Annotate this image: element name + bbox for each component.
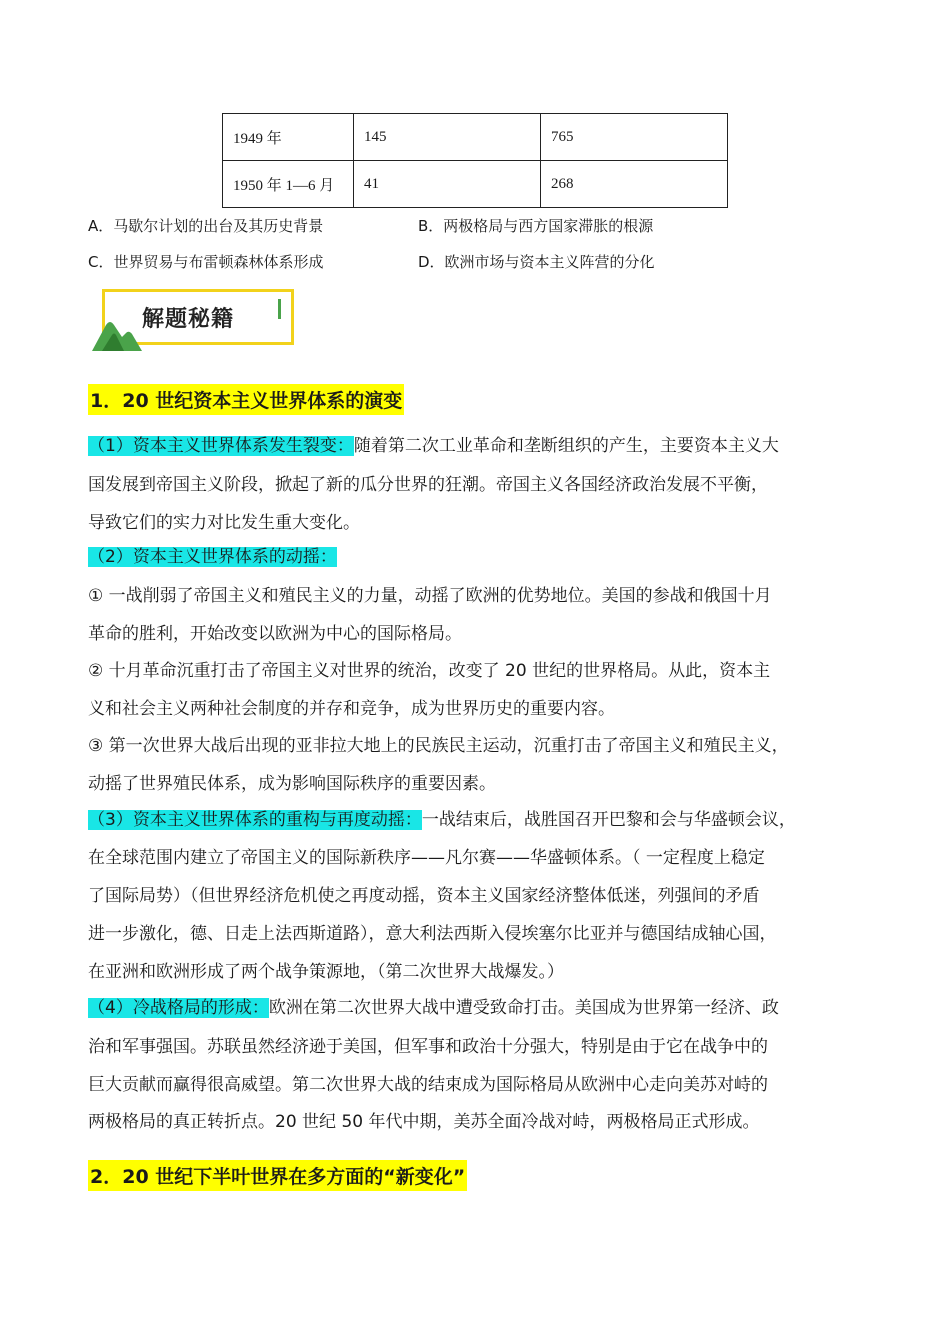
section-1-title: 1．20 世纪资本主义世界体系的演变 [88,384,404,415]
paragraph-3-line: 在亚洲和欧洲形成了两个战争策源地，（第二次世界大战爆发。） [88,962,564,982]
paragraph-3-line: 了国际局势）（但世界经济危机使之再度动摇，资本主义国家经济整体低迷，列强间的矛盾 [88,886,760,906]
section-2-title: 2．20 世纪下半叶世界在多方面的“新变化” [88,1160,467,1191]
table-row [223,161,728,208]
badge-label: 解题秘籍 [142,307,235,332]
table-row [223,114,728,161]
subheading-2: （2）资本主义世界体系的动摇： [88,547,337,567]
paragraph-1-line: 导致它们的实力对比发生重大变化。 [88,513,360,533]
paragraph-2-line: ③ 第一次世界大战后出现的亚非拉大地上的民族民主运动，沉重打击了帝国主义和殖民主义， [88,736,789,756]
subheading-1: （1）资本主义世界体系发生裂变： [88,436,354,456]
table-cell: 145 [354,114,541,161]
subheading-3: （3）资本主义世界体系的重构与再度动摇： [88,810,422,830]
paragraph-4-line: 治和军事强国。苏联虽然经济逊于美国，但军事和政治十分强大，特别是由于它在战争中的 [88,1037,768,1057]
paragraph-2-line [88,545,337,569]
table-cell: 268 [541,161,728,208]
paragraph-4-line: 两极格局的真正转折点。20 世纪 50 年代中期，美苏全面冷战对峙，两极格局正式形成。 [88,1112,760,1132]
paragraph-4-line: （4）冷战格局的形成：欧洲在第二次世界大战中遭受致命打击。美国成为世界第一经济、政 [88,998,779,1018]
paragraph-3-line: 在全球范围内建立了帝国主义的国际新秩序——凡尔赛——华盛顿体系。（ 一定程度上稳定 [88,848,765,868]
data-table [222,113,728,208]
paragraph-2-line: ① 一战削弱了帝国主义和殖民主义的力量，动摇了欧洲的优势地位。美国的参战和俄国十月 [88,586,772,606]
paragraph-2-line: 动摇了世界殖民体系，成为影响国际秩序的重要因素。 [88,774,496,794]
badge-accent [278,299,281,319]
paragraph-1-line: 国发展到帝国主义阶段，掀起了新的瓜分世界的狂潮。帝国主义各国经济政治发展不平衡， [88,475,768,495]
option-c: C．世界贸易与布雷顿森林体系形成 [88,253,324,271]
option-b: B．两极格局与西方国家滞胀的根源 [418,217,654,235]
table-cell: 765 [541,114,728,161]
paragraph-2-line: ② 十月革命沉重打击了帝国主义对世界的统治，改变了 20 世纪的世界格局。从此，资本主 [88,661,771,681]
paragraph-3-line: （3）资本主义世界体系的重构与再度动摇：一战结束后，战胜国召开巴黎和会与华盛顿会议， [88,810,796,830]
table-cell: 41 [354,161,541,208]
paragraph-4-line: 巨大贡献而赢得很高威望。第二次世界大战的结束成为国际格局从欧洲中心走向美苏对峙的 [88,1075,768,1095]
paragraph-1-line: （1）资本主义世界体系发生裂变：随着第二次工业革命和垄断组织的产生，主要资本主义大 [88,436,779,456]
subheading-4: （4）冷战格局的形成： [88,998,269,1018]
tips-badge [92,289,297,351]
paragraph-3-line: 进一步激化，德、日走上法西斯道路），意大利法西斯入侵埃塞尔比亚并与德国结成轴心国， [88,924,777,944]
hill-icon [92,317,142,351]
paragraph-2-line: 义和社会主义两种社会制度的并存和竞争，成为世界历史的重要内容。 [88,699,615,719]
table-cell: 1950 年 1—6 月 [223,161,354,208]
table-cell: 1949 年 [223,114,354,161]
paragraph-2-line: 革命的胜利，开始改变以欧洲为中心的国际格局。 [88,624,462,644]
option-d: D．欧洲市场与资本主义阵营的分化 [418,253,655,271]
option-a: A．马歇尔计划的出台及其历史背景 [88,217,324,235]
